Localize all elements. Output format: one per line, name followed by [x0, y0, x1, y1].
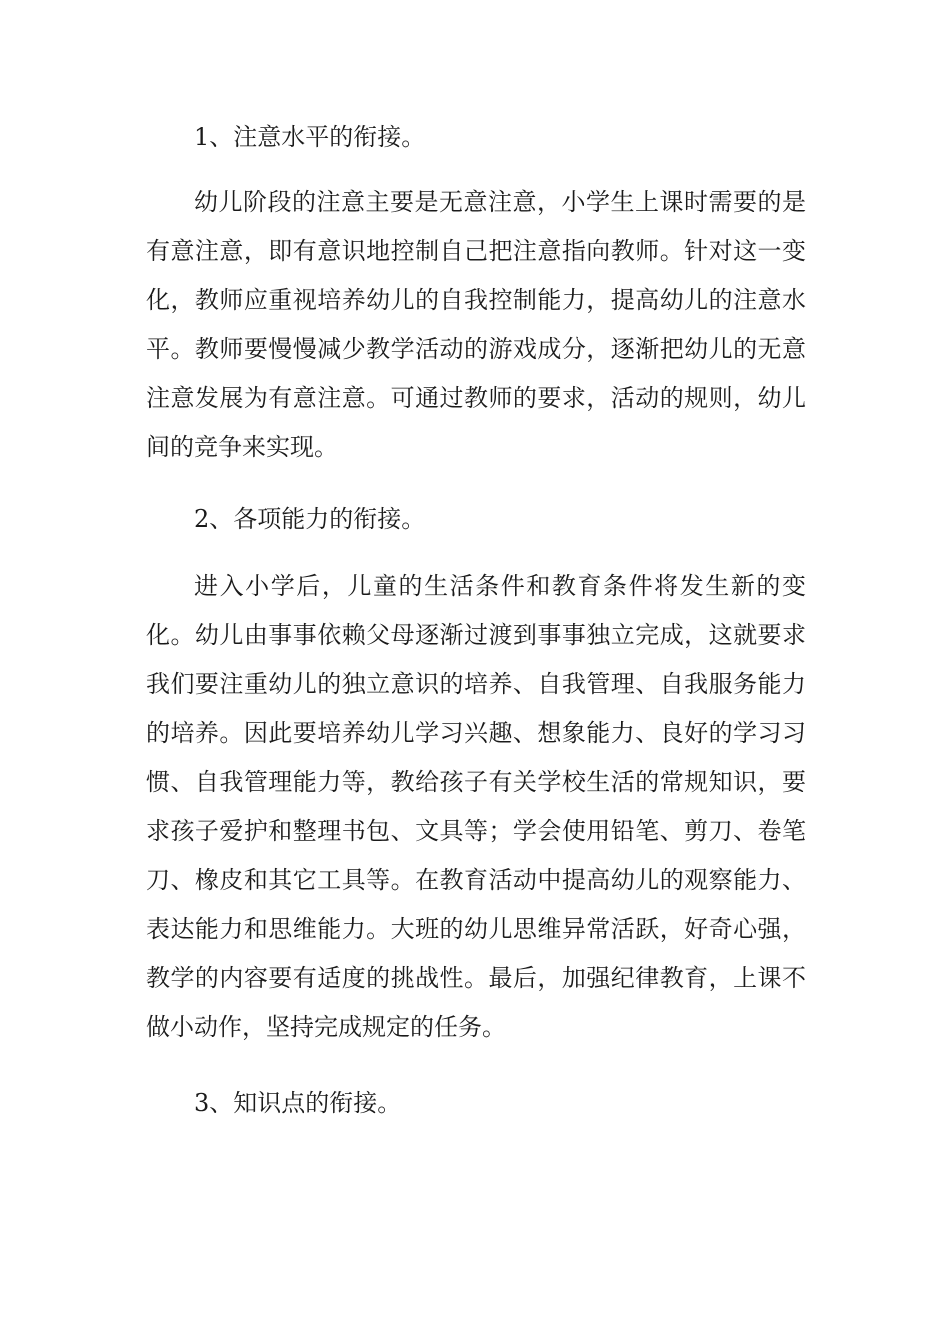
section-heading-1 — [146, 113, 806, 162]
section-heading-2-text: 2、各项能力的衔接。 — [194, 505, 426, 533]
section-body-2-text: 进入小学后，儿童的生活条件和教育条件将发生新的变化。幼儿由事事依赖父母逐渐过渡到事事独立完成，这就要求我们要注重幼儿的独立意识的培养、自我管理、自我服务能力的培养。因此要培养幼儿学习兴趣、想象能力、良好的学习习惯、自我管理能力等，教给孩子有关学校生活的常规知识，要求孩子爱护和整理书包、文具等；学会使用铅笔、剪刀、卷笔刀、橡皮和其它工具等。在教育活动中提高幼儿的观察能力、表达能力和思维能力。大班的幼儿思维异常活跃，好奇心强，教学的内容要有适度的挑战性。最后，加强纪律教育，上课不做小动作，坚持完成规定的任务。 — [146, 572, 806, 1041]
section-body-1 — [146, 178, 806, 472]
section-heading-3 — [146, 1079, 806, 1128]
section-body-2 — [146, 562, 806, 1052]
section-heading-1-text: 1、注意水平的衔接。 — [194, 123, 426, 151]
section-heading-2 — [146, 495, 806, 544]
section-body-1-text: 幼儿阶段的注意主要是无意注意，小学生上课时需要的是有意注意，即有意识地控制自己把注意指向教师。针对这一变化，教师应重视培养幼儿的自我控制能力，提高幼儿的注意水平。教师要慢慢减少教学活动的游戏成分，逐渐把幼儿的无意注意发展为有意注意。可通过教师的要求，活动的规则，幼儿间的竞争来实现。 — [146, 188, 806, 461]
section-heading-3-text: 3、知识点的衔接。 — [194, 1089, 402, 1117]
